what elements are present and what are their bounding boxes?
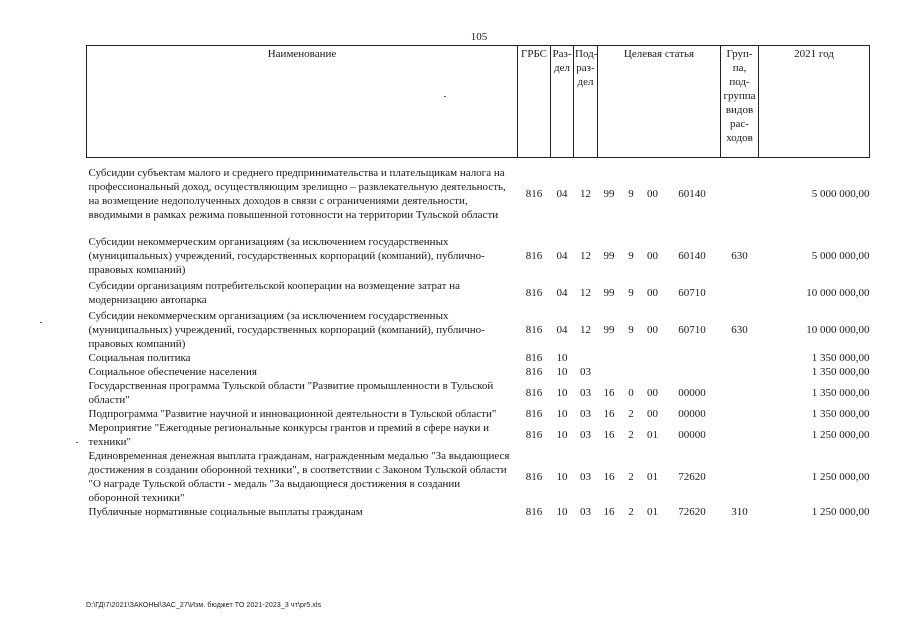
header-podrazdel: Под- раз- дел bbox=[574, 46, 598, 158]
row-target-program: 99 bbox=[603, 324, 615, 336]
row-grbs: 816 bbox=[525, 506, 543, 518]
row-amount: 1 350 000,00 bbox=[811, 366, 870, 378]
row-name: Субсидии некоммерческим организациям (за исключением государственных (муниципальных) учреждений, государственных корпораций (компаний), публично-правовых компаний) bbox=[88, 310, 485, 350]
row-grbs: 816 bbox=[525, 408, 543, 420]
row-target-event: 01 bbox=[647, 471, 658, 483]
row-target-program: 16 bbox=[603, 506, 615, 518]
row-target-direction: 60140 bbox=[678, 250, 706, 262]
row-podrazdel: 03 bbox=[580, 506, 591, 518]
row-razdel: 10 bbox=[556, 506, 568, 518]
row-razdel: 10 bbox=[556, 352, 568, 364]
row-podrazdel: 03 bbox=[580, 366, 591, 378]
row-target-subprogram: 2 bbox=[628, 471, 634, 483]
row-name: Социальное обеспечение населения bbox=[88, 366, 257, 378]
row-grbs: 816 bbox=[525, 287, 543, 299]
row-grbs: 816 bbox=[525, 429, 543, 441]
table-row bbox=[87, 351, 870, 365]
row-name: Публичные нормативные социальные выплаты гражданам bbox=[88, 506, 363, 518]
row-expense-group bbox=[721, 365, 759, 379]
row-name: Подпрограмма "Развитие научной и инновационной деятельности в Тульской области" bbox=[88, 408, 497, 420]
row-amount: 10 000 000,00 bbox=[806, 287, 870, 299]
row-target-program bbox=[598, 365, 621, 379]
row-name: Субсидии некоммерческим организациям (за исключением государственных (муниципальных) учреждений, государственных корпораций (компаний), публично-правовых компаний) bbox=[88, 236, 485, 276]
row-razdel: 10 bbox=[556, 471, 568, 483]
row-target-subprogram: 9 bbox=[628, 250, 634, 262]
row-amount: 1 250 000,00 bbox=[811, 471, 870, 483]
page-number: 105 bbox=[470, 31, 488, 43]
row-expense-group bbox=[721, 158, 759, 223]
row-razdel: 10 bbox=[556, 366, 568, 378]
table-row bbox=[87, 421, 870, 449]
row-expense-group: 630 bbox=[731, 324, 748, 336]
scan-speck bbox=[40, 322, 42, 323]
row-podrazdel: 03 bbox=[580, 429, 591, 441]
table-row bbox=[87, 222, 870, 277]
scan-speck bbox=[444, 96, 446, 97]
row-podrazdel: 12 bbox=[580, 287, 591, 299]
row-expense-group bbox=[721, 277, 759, 307]
row-expense-group bbox=[721, 379, 759, 407]
header-name: Наименование bbox=[87, 46, 518, 158]
row-target-subprogram: 2 bbox=[628, 408, 634, 420]
row-target-direction: 60710 bbox=[678, 324, 706, 336]
row-target-event: 00 bbox=[647, 188, 658, 200]
row-amount: 5 000 000,00 bbox=[811, 250, 870, 262]
row-grbs: 816 bbox=[525, 188, 543, 200]
table-row bbox=[87, 449, 870, 505]
row-target-subprogram: 0 bbox=[628, 387, 634, 399]
table-row bbox=[87, 307, 870, 351]
row-target-event: 00 bbox=[647, 387, 658, 399]
row-name: Субсидии субъектам малого и среднего предпринимательства и плательщикам налога на профессиональный доход, осуществляющим зрелищно – развлекательную деятельность, на возмещение недополученных доходов в связи с ограничениями деятельности, вводимыми в рамках режима повышенной готовности на территории Тульской области bbox=[88, 167, 506, 221]
row-podrazdel: 12 bbox=[580, 324, 591, 336]
row-podrazdel bbox=[574, 351, 598, 365]
header-year-2021: 2021 год bbox=[759, 46, 870, 158]
table-row bbox=[87, 158, 870, 223]
row-amount: 1 350 000,00 bbox=[811, 387, 870, 399]
row-target-program: 16 bbox=[603, 387, 615, 399]
row-target-event: 00 bbox=[647, 324, 658, 336]
table-row bbox=[87, 407, 870, 421]
row-razdel: 04 bbox=[556, 250, 568, 262]
row-razdel: 10 bbox=[556, 387, 568, 399]
row-target-program: 99 bbox=[603, 188, 615, 200]
row-target-program: 99 bbox=[603, 250, 615, 262]
row-razdel: 10 bbox=[556, 429, 568, 441]
header-expense-group: Груп- па, под- группа видов рас- ходов bbox=[721, 46, 759, 158]
row-target-program: 16 bbox=[603, 408, 615, 420]
row-name: Единовременная денежная выплата гражданам, награжденным медалью "За выдающиеся достижения в создании оборонной техники", в соответствии с Законом Тульской области "О награде Тульской области - медаль "За выдающиеся достижения в создании оборонной техники" bbox=[88, 450, 510, 504]
scan-speck bbox=[76, 442, 78, 443]
row-grbs: 816 bbox=[525, 471, 543, 483]
row-target-subprogram bbox=[621, 365, 642, 379]
row-grbs: 816 bbox=[525, 324, 543, 336]
row-target-subprogram: 2 bbox=[628, 429, 634, 441]
table-row bbox=[87, 505, 870, 519]
file-path-footer: D:\ГД\7\2021\ЗАКОНЫ\ЗАС_27\Изм. бюджет ТО 2021-2023_3 чт\pr5.xls bbox=[86, 602, 322, 609]
row-target-subprogram: 2 bbox=[628, 506, 634, 518]
row-razdel: 04 bbox=[556, 324, 568, 336]
row-target-program: 16 bbox=[603, 429, 615, 441]
row-expense-group bbox=[721, 351, 759, 365]
row-grbs: 816 bbox=[525, 366, 543, 378]
row-target-event: 00 bbox=[647, 250, 658, 262]
row-target-subprogram bbox=[621, 351, 642, 365]
row-expense-group bbox=[721, 407, 759, 421]
row-target-event: 01 bbox=[647, 506, 658, 518]
row-razdel: 04 bbox=[556, 188, 568, 200]
row-target-program bbox=[598, 351, 621, 365]
row-target-event: 00 bbox=[647, 408, 658, 420]
row-target-subprogram: 9 bbox=[628, 324, 634, 336]
row-podrazdel: 12 bbox=[580, 188, 591, 200]
row-name: Государственная программа Тульской области "Развитие промышленности в Тульской области" bbox=[88, 380, 494, 406]
header-razdel: Раз- дел bbox=[551, 46, 574, 158]
row-podrazdel: 03 bbox=[580, 387, 591, 399]
row-amount: 10 000 000,00 bbox=[806, 324, 870, 336]
row-target-direction: 00000 bbox=[678, 408, 706, 420]
row-target-direction: 72620 bbox=[678, 471, 706, 483]
row-name: Субсидии организациям потребительской кооперации на возмещение затрат на модернизацию автопарка bbox=[88, 280, 460, 306]
row-podrazdel: 03 bbox=[580, 471, 591, 483]
row-grbs: 816 bbox=[525, 387, 543, 399]
row-target-event bbox=[642, 365, 664, 379]
row-target-program: 99 bbox=[603, 287, 615, 299]
header-grbs: ГРБС bbox=[518, 46, 551, 158]
table-row bbox=[87, 365, 870, 379]
row-target-subprogram: 9 bbox=[628, 287, 634, 299]
row-amount: 1 250 000,00 bbox=[811, 429, 870, 441]
row-grbs: 816 bbox=[525, 250, 543, 262]
row-amount: 5 000 000,00 bbox=[811, 188, 870, 200]
table-body bbox=[87, 158, 870, 520]
row-target-direction: 60710 bbox=[678, 287, 706, 299]
row-podrazdel: 12 bbox=[580, 250, 591, 262]
row-expense-group: 310 bbox=[731, 506, 748, 518]
row-target-event: 01 bbox=[647, 429, 658, 441]
row-podrazdel: 03 bbox=[580, 408, 591, 420]
row-target-direction: 72620 bbox=[678, 506, 706, 518]
row-razdel: 10 bbox=[556, 408, 568, 420]
row-expense-group: 630 bbox=[731, 250, 748, 262]
row-amount: 1 250 000,00 bbox=[811, 506, 870, 518]
table-header-row bbox=[87, 46, 870, 158]
row-target-direction bbox=[664, 351, 721, 365]
row-target-direction: 00000 bbox=[678, 429, 706, 441]
row-target-direction: 60140 bbox=[678, 188, 706, 200]
row-razdel: 04 bbox=[556, 287, 568, 299]
row-amount: 1 350 000,00 bbox=[811, 352, 870, 364]
table-row bbox=[87, 379, 870, 407]
row-target-event bbox=[642, 351, 664, 365]
row-amount: 1 350 000,00 bbox=[811, 408, 870, 420]
row-target-program: 16 bbox=[603, 471, 615, 483]
row-name: Социальная политика bbox=[88, 352, 191, 364]
row-grbs: 816 bbox=[525, 352, 543, 364]
row-target-direction: 00000 bbox=[678, 387, 706, 399]
row-expense-group bbox=[721, 449, 759, 505]
header-target-article: Целевая статья bbox=[598, 46, 721, 158]
row-name: Мероприятие "Ежегодные региональные конкурсы грантов и премий в сфере науки и техники" bbox=[88, 422, 490, 448]
budget-table bbox=[86, 45, 870, 519]
row-target-event: 00 bbox=[647, 287, 658, 299]
row-target-subprogram: 9 bbox=[628, 188, 634, 200]
row-expense-group bbox=[721, 421, 759, 449]
table-row bbox=[87, 277, 870, 307]
row-target-direction bbox=[664, 365, 721, 379]
